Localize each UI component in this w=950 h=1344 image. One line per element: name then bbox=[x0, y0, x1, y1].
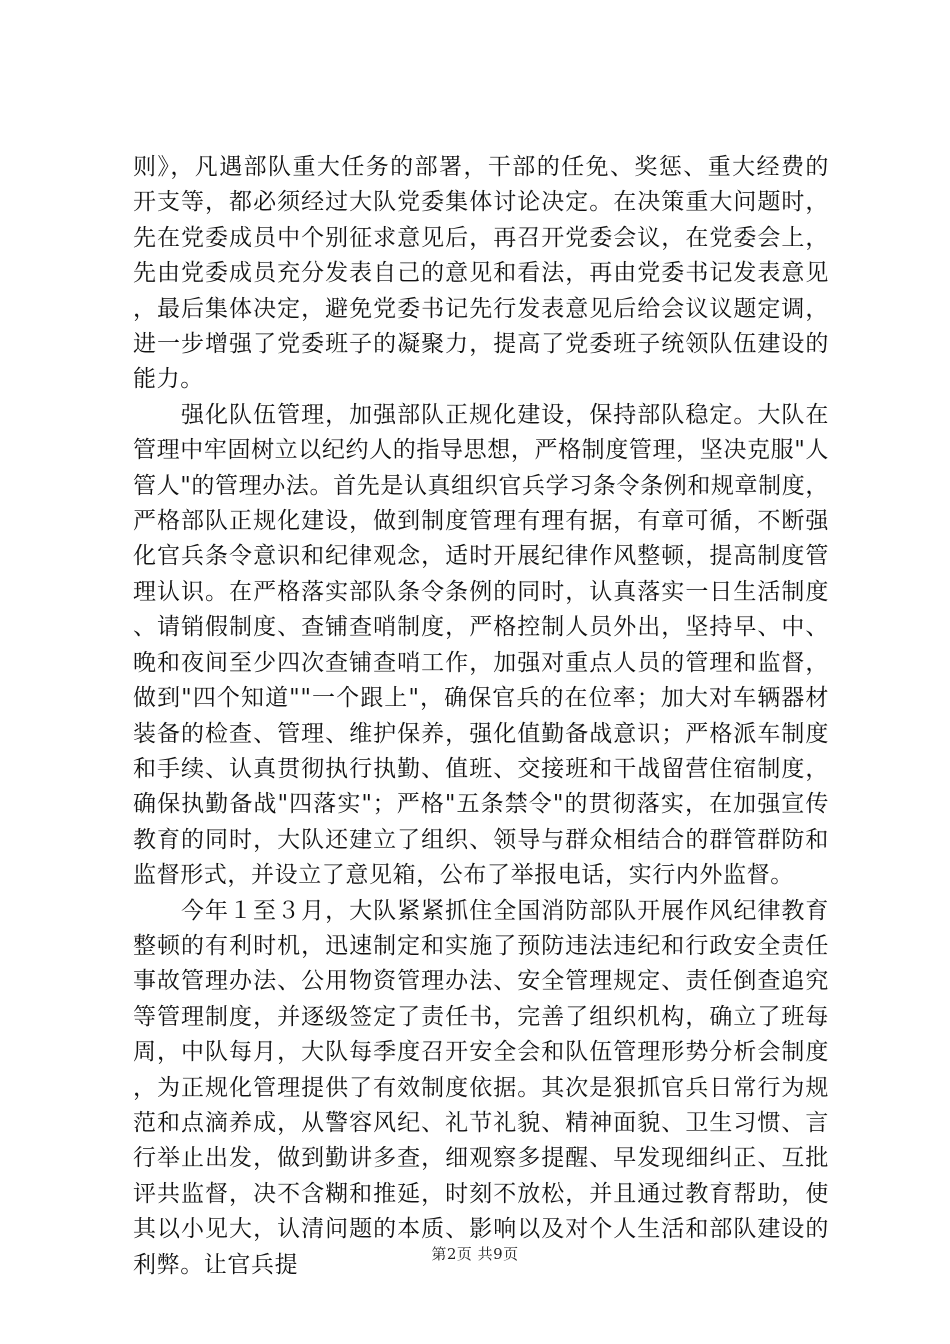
body-text bbox=[133, 150, 829, 1283]
paragraph: 今年１至３月，大队紧紧抓住全国消防部队开展作风纪律教育整顿的有利时机，迅速制定和实施了预防违法违纪和行政安全责任事故管理办法、公用物资管理办法、安全管理规定、责任倒查追究等管理制度，并逐级签定了责任书，完善了组织机构，确立了班每周，中队每月，大队每季度召开安全会和队伍管理形势分析会制度，为正规化管理提供了有效制度依据。其次是狠抓官兵日常行为规范和点滴养成，从警容风纪、礼节礼貌、精神面貌、卫生习惯、言行举止出发，做到勤讲多查，细观察多提醒、早发现细纠正、互批评共监督，决不含糊和推延，时刻不放松，并且通过教育帮助，使其以小见大，认清问题的本质、影响以及对个人生活和部队建设的利弊。让官兵提 bbox=[133, 897, 829, 1278]
paragraph: 强化队伍管理，加强部队正规化建设，保持部队稳定。大队在管理中牢固树立以纪约人的指导思想，严格制度管理，坚决克服"人管人"的管理办法。首先是认真组织官兵学习条令条例和规章制度，严格部队正规化建设，做到制度管理有理有据，有章可循，不断强化官兵条令意识和纪律观念，适时开展纪律作风整顿，提高制度管理认识。在严格落实部队条令条例的同时，认真落实一日生活制度、请销假制度、查铺查哨制度，严格控制人员外出，坚持早、中、晚和夜间至少四次查铺查哨工作，加强对重点人员的管理和监督，做到"四个知道""一个跟上"，确保官兵的在位率；加大对车辆器材装备的检查、管理、维护保养，强化值勤备战意识；严格派车制度和手续、认真贯彻执行执勤、值班、交接班和干战留营住宿制度，确保执勤备战"四落实"；严格"五条禁令"的贯彻落实，在加强宣传教育的同时，大队还建立了组织、领导与群众相结合的群管群防和监督形式，并设立了意见箱，公布了举报电话，实行内外监督。 bbox=[133, 401, 829, 889]
page-footer: 第2页 共9页 bbox=[431, 1245, 519, 1263]
paragraph: 则》，凡遇部队重大任务的部署，干部的任免、奖惩、重大经费的开支等，都必须经过大队党委集体讨论决定。在决策重大问题时，先在党委成员中个别征求意见后，再召开党委会议，在党委会上，先由党委成员充分发表自己的意见和看法，再由党委书记发表意见，最后集体决定，避免党委书记先行发表意见后给会议议题定调，进一步增强了党委班子的凝聚力，提高了党委班子统领队伍建设的能力。 bbox=[133, 154, 829, 393]
